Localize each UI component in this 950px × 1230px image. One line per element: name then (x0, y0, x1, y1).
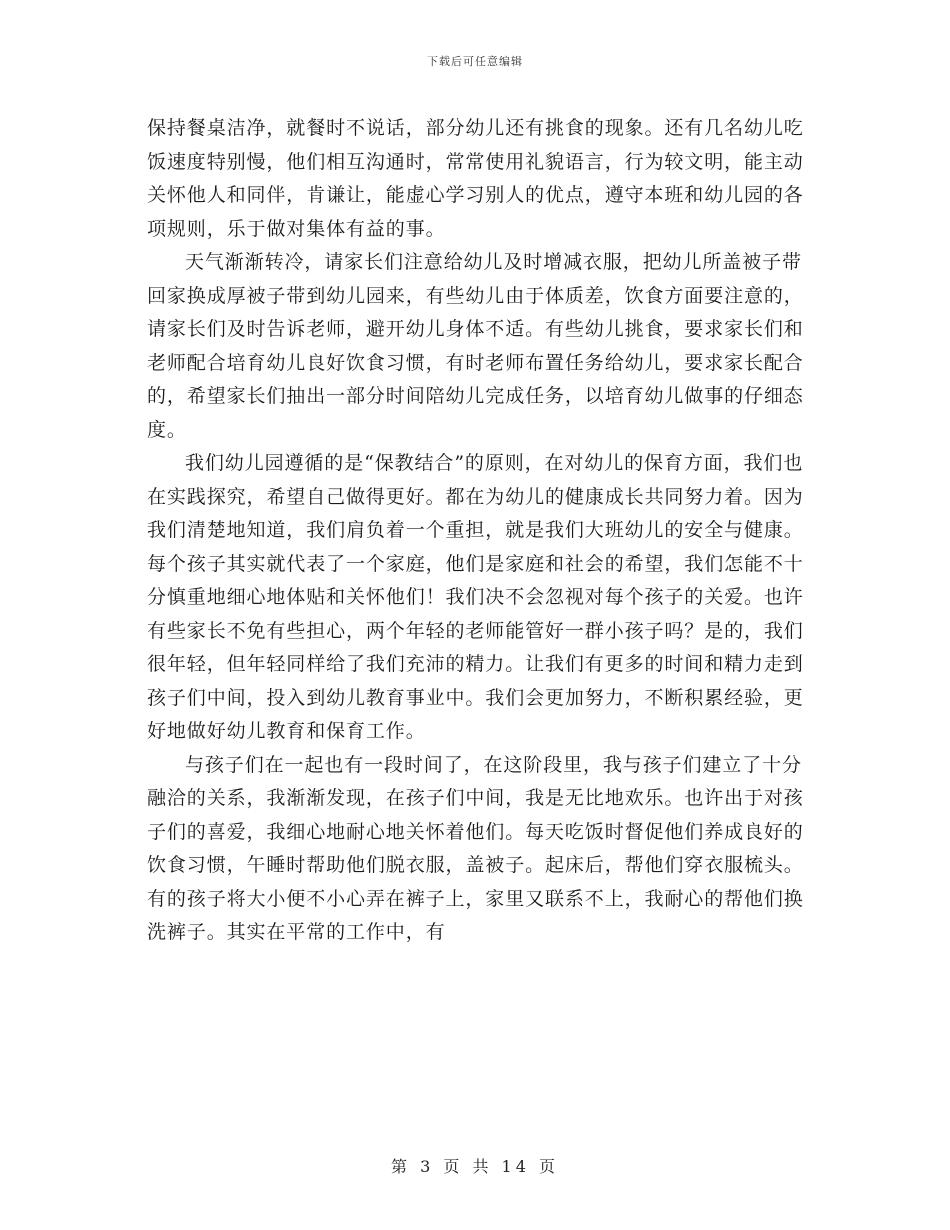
page-number-footer: 第 3 页 共 14 页 (391, 1157, 559, 1176)
paragraph-1: 保持餐桌洁净，就餐时不说话，部分幼儿还有挑食的现象。还有几名幼儿吃饭速度特别慢，他们相互沟通时，常常使用礼貌语言，行为较文明，能主动关怀他人和同伴，肯谦让，能虚心学习别人的优点，遵守本班和幼儿园的各项规则，乐于做对集体有益的事。 (147, 117, 804, 240)
paragraph-2: 天气渐渐转冷，请家长们注意给幼儿及时增减衣服，把幼儿所盖被子带回家换成厚被子带到幼儿园来，有些幼儿由于体质差，饮食方面要注意的，请家长们及时告诉老师，避开幼儿身体不适。有些幼儿挑食，要求家长们和老师配合培育幼儿良好饮食习惯，有时老师布置任务给幼儿，要求家长配合的，希望家长们抽出一部分时间陪幼儿完成任务，以培育幼儿做事的仔细态度。 (147, 251, 804, 441)
paragraph-4: 与孩子们在一起也有一段时间了，在这阶段里，我与孩子们建立了十分融洽的关系，我渐渐发现，在孩子们中间，我是无比地欢乐。也许出于对孩子们的喜爱，我细心地耐心地关怀着他们。每天吃饭时督促他们养成良好的饮食习惯，午睡时帮助他们脱衣服，盖被子。起床后，帮他们穿衣服梳头。有的孩子将大小便不小心弄在裤子上，家里又联系不上，我耐心的帮他们换洗裤子。其实在平常的工作中，有 (147, 753, 804, 943)
document-body (147, 112, 807, 950)
page-header: 下载后可任意编辑 (427, 55, 523, 68)
paragraph-3: 我们幼儿园遵循的是“保教结合”的原则，在对幼儿的保育方面，我们也在实践探究，希望自己做得更好。都在为幼儿的健康成长共同努力着。因为我们清楚地知道，我们肩负着一个重担，就是我们大班幼儿的安全与健康。每个孩子其实就代表了一个家庭，他们是家庭和社会的希望，我们怎能不十分慎重地细心地体贴和关怀他们！我们决不会忽视对每个孩子的关爱。也许有些家长不免有些担心，两个年轻的老师能管好一群小孩子吗？是的，我们很年轻，但年轻同样给了我们充沛的精力。让我们有更多的时间和精力走到孩子们中间，投入到幼儿教育事业中。我们会更加努力，不断积累经验，更好地做好幼儿教育和保育工作。 (147, 452, 804, 742)
